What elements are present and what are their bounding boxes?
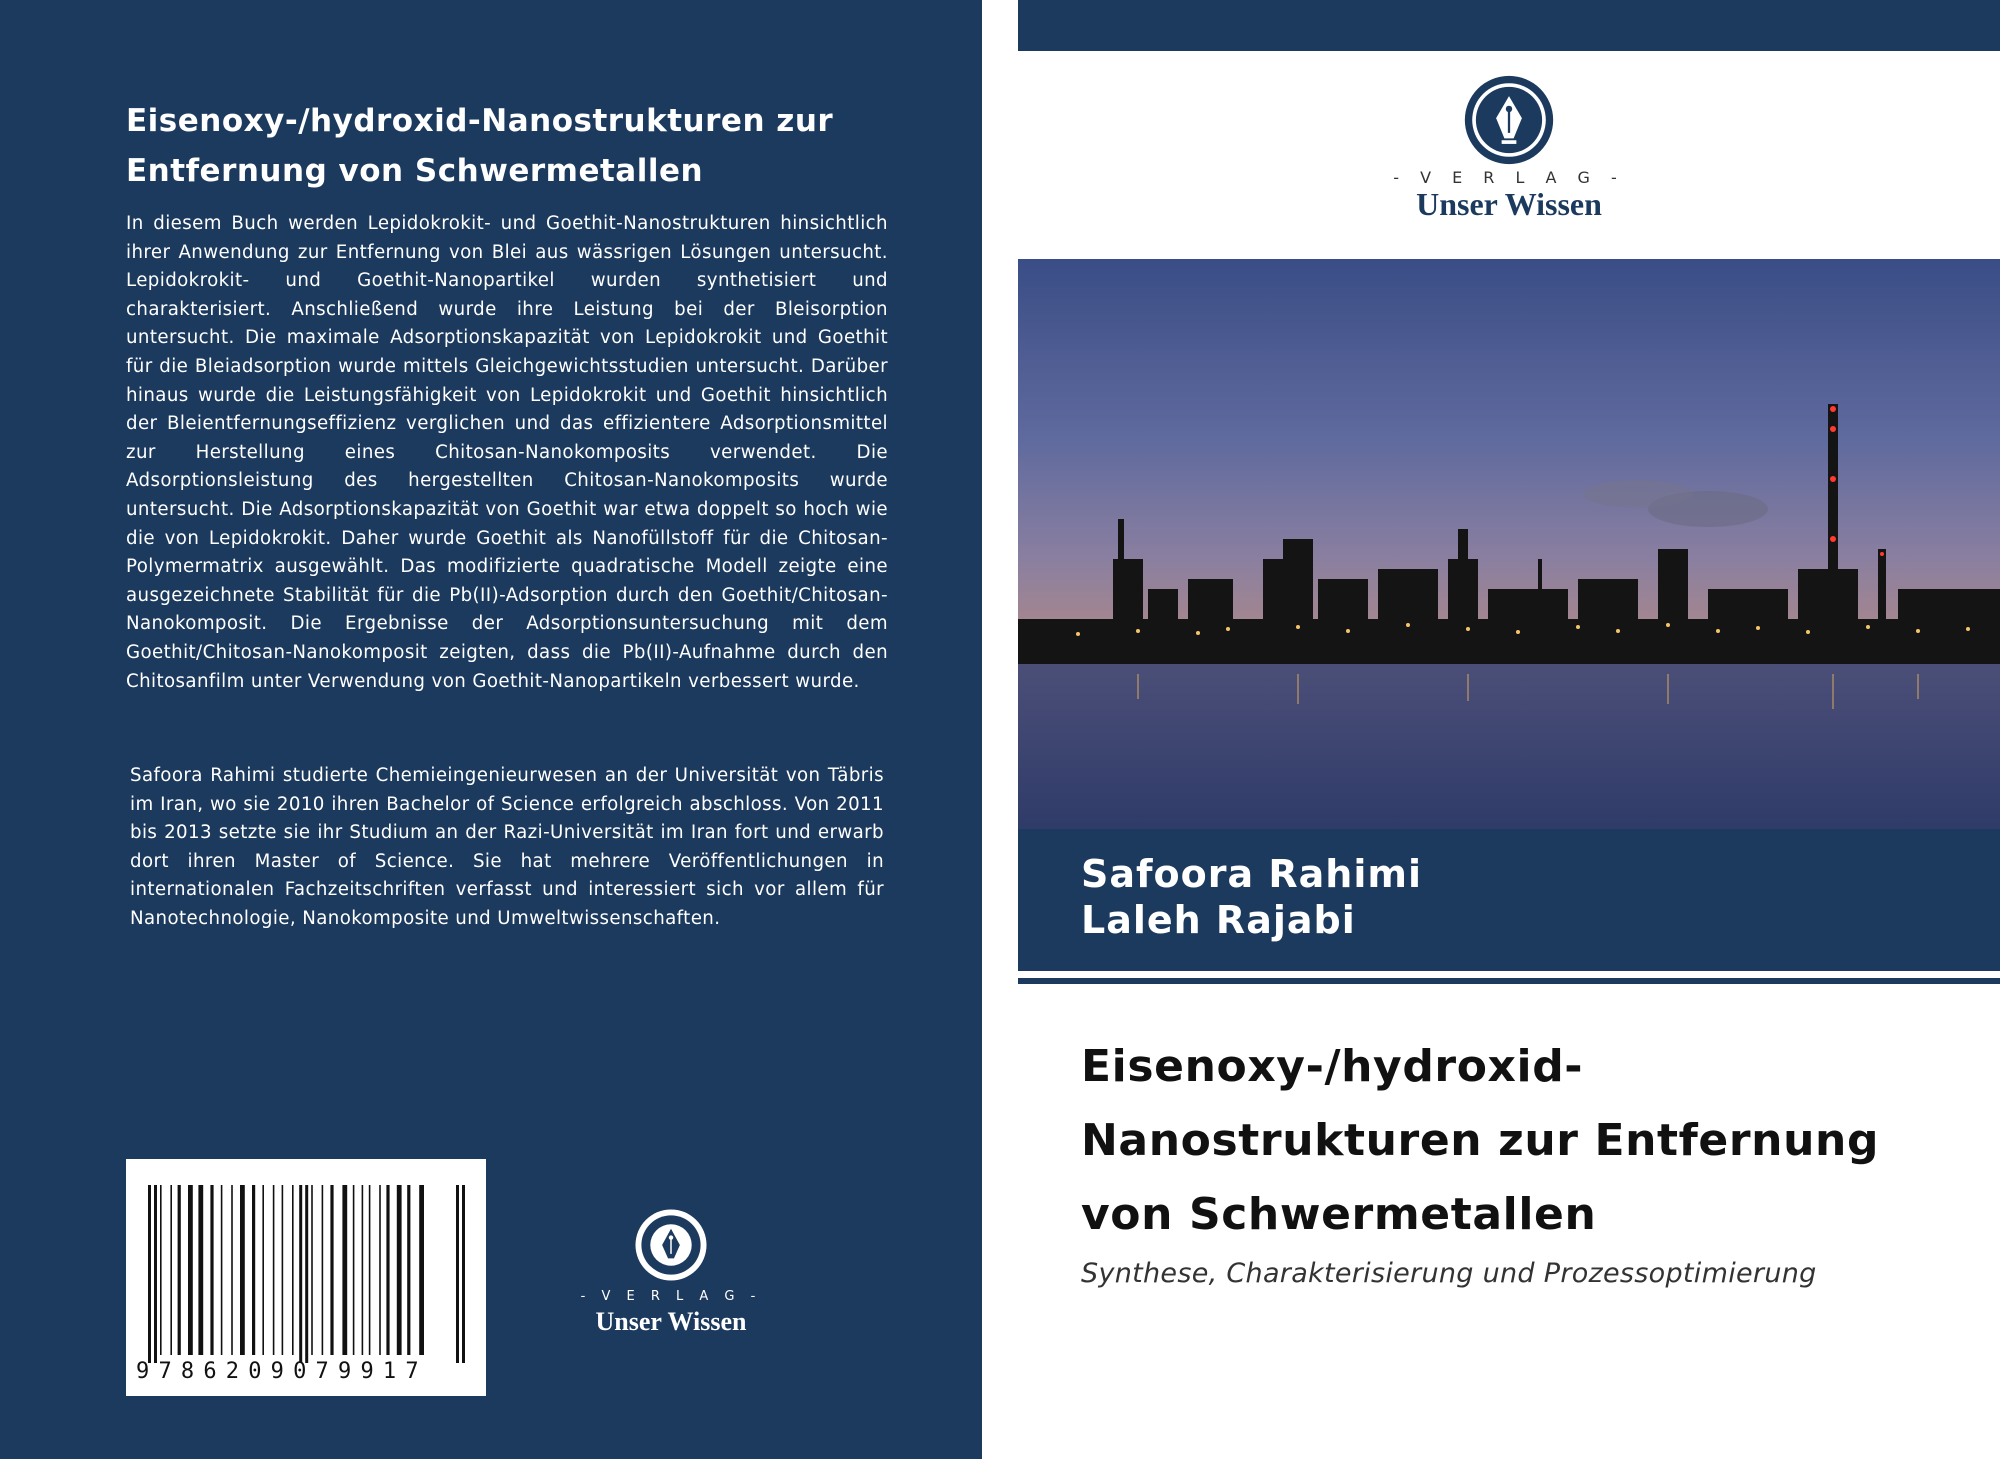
back-cover-blurb: In diesem Buch werden Lepidokrokit- und Goethit-Nanostrukturen hinsichtlich ihrer Anwendung zur Entfernung von Blei aus wässrigen Lösungen untersucht. Lepidokrokit- und Goethit-Nanopartikel wurden synthetisiert und charakterisiert. Anschließend wurde ihre Leistung bei der Bleisorption untersucht. Die maximale Adsorptionskapazität von Lepidokrokit und Goethit für die Bleiadsorption wurde mittels Gleichgewichtsstudien untersucht. Darüber hinaus wurde die Leistungsfähigkeit von Lepidokrokit und Goethit hinsichtlich der Bleientfernungseffizienz verglichen und das effizientere Adsorptionsmittel zur Herstellung eines Chitosan-Nanokomposits verwendet. Die Adsorptionsleistung des hergestellten Chitosan-Nanokomposits wurde untersucht. Die Adsorptionskapazität von Goethit war etwa doppelt so hoch wie die von Lepidokrokit. Daher wurde Goethit als Nanofüllstoff für die Chitosan-Polymermatrix ausgewählt. Das modifizierte quadratische Modell zeigte eine ausgezeichnete Stabilität für die Pb(II)-Adsorption durch den Goethit/Chitosan-Nanokomposit. Die Ergebnisse der Adsorptionsuntersuchung mit dem Goethit/Chitosan-Nanokomposit zeigten, dass die Pb(II)-Aufnahme durch den Chitosanfilm unter Verwendung von Goethit-Nanopartikeln verbessert wurde. (126, 213, 888, 692)
pen-nib-icon (634, 1208, 708, 1282)
back-publisher-logo (555, 1205, 787, 1335)
spine-gap (982, 0, 1018, 1459)
verlag-label: - V E R L A G - (580, 1289, 762, 1304)
isbn-barcode (126, 1159, 486, 1396)
isbn-digits: 9786209079917 (136, 1359, 428, 1384)
divider-rule (1018, 978, 2000, 984)
author-bio: Safoora Rahimi studierte Chemieingenieurwesen an der Universität von Täbris im Iran, wo sie 2010 ihren Bachelor of Science erfolgreich abschloss. Von 2011 bis 2013 setzte sie ihr Studium an der Razi-Universität im Iran fort und erwarb dort ihren Master of Science. Sie hat mehrere Veröffentlichungen in internationalen Fachzeitschriften verfasst und interessiert sich vor allem für Nanotechnologie, Nanokomposite und Umweltwissenschaften. (130, 765, 884, 929)
front-cover (1018, 0, 2000, 1459)
pen-nib-icon (1463, 74, 1555, 166)
front-publisher-logo (1359, 72, 1659, 222)
back-cover (0, 0, 982, 1459)
front-cover-subtitle: Synthese, Charakterisierung und Prozessoptimierung (1081, 1258, 1817, 1289)
front-cover-title: Eisenoxy-/hydroxid-Nanostrukturen zur Entfernung von Schwermetallen (1081, 1041, 1880, 1240)
back-cover-title: Eisenoxy-/hydroxid-Nanostrukturen zur Entfernung von Schwermetallen (126, 103, 834, 189)
publisher-brand: Unser Wissen (595, 1307, 747, 1336)
verlag-label: - V E R L A G - (1393, 168, 1625, 187)
industrial-plant-photo (1018, 259, 2000, 829)
top-bar (1018, 0, 2000, 51)
publisher-brand: Unser Wissen (1416, 186, 1602, 222)
author-name: Laleh Rajabi (1081, 898, 1356, 942)
author-name: Safoora Rahimi (1081, 852, 1422, 896)
